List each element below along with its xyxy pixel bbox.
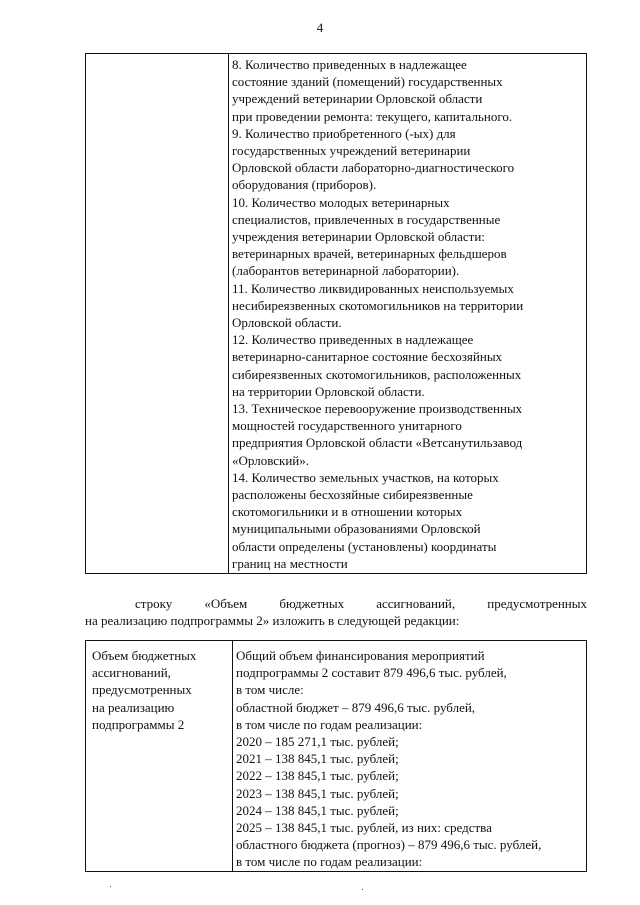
indicator-line: 12. Количество приведенных в надлежащее xyxy=(232,332,474,348)
indicator-line: учреждений ветеринарии Орловской области xyxy=(232,91,483,107)
label-line: подпрограммы 2 xyxy=(92,716,185,732)
indicator-line: оборудования (приборов). xyxy=(232,177,377,193)
indicator-line: при проведении ремонта: текущего, капитального. xyxy=(232,108,513,124)
indicator-line: области определены (установлены) координаты xyxy=(232,538,497,554)
table-row xyxy=(86,54,587,574)
budget-line: в том числе: xyxy=(236,682,304,698)
budget-line: 2020 – 185 271,1 тыс. рублей; xyxy=(236,734,399,750)
indicator-line: мощностей государственного унитарного xyxy=(232,418,462,434)
budget-content-cell xyxy=(233,641,587,872)
indicator-line: ветеринарных врачей, ветеринарных фельдшеров xyxy=(232,246,507,262)
budget-line: 2021 – 138 845,1 тыс. рублей; xyxy=(236,751,399,767)
indicator-line: Орловской области лабораторно-диагностического xyxy=(232,160,515,176)
scan-speck xyxy=(362,889,363,890)
indicator-line: предприятия Орловской области «Ветсанутильзавод xyxy=(232,435,523,451)
amendment-paragraph xyxy=(85,595,587,629)
label-line: на реализацию xyxy=(92,699,175,715)
indicator-line: специалистов, привлеченных в государственные xyxy=(232,211,501,227)
indicator-line: расположены бесхозяйные сибиреязвенные xyxy=(232,487,473,503)
paragraph-line: строку «Объем бюджетных ассигнований, предусмотренных xyxy=(135,596,587,611)
indicator-line: состояние зданий (помещений) государственных xyxy=(232,74,503,90)
indicator-line: несибиреязвенных скотомогильников на территории xyxy=(232,297,524,313)
label-line: Объем бюджетных xyxy=(92,648,197,663)
budget-line: в том числе по годам реализации: xyxy=(236,716,423,732)
indicator-line: сибиреязвенных скотомогильников, расположенных xyxy=(232,366,522,382)
indicator-line: 11. Количество ликвидированных неиспользуемых xyxy=(232,280,514,296)
indicator-line: государственных учреждений ветеринарии xyxy=(232,143,471,159)
indicator-line: «Орловский». xyxy=(232,452,310,468)
indicator-line: скотомогильники и в отношении которых xyxy=(232,504,463,520)
label-line: предусмотренных xyxy=(92,682,192,698)
budget-line: в том числе по годам реализации: xyxy=(236,854,423,870)
budget-line: подпрограммы 2 составит 879 496,6 тыс. рублей, xyxy=(236,665,507,681)
budget-allocation-table xyxy=(85,640,587,872)
indicators-cell xyxy=(229,54,587,574)
empty-label-cell xyxy=(86,54,229,574)
indicator-line: ветеринарно-санитарное состояние бесхозяйных xyxy=(232,349,503,365)
label-line: ассигнований, xyxy=(92,665,171,681)
indicators-table-fragment xyxy=(85,53,587,574)
budget-line: областного бюджета (прогноз) – 879 496,6 тыс. рублей, xyxy=(236,837,542,853)
indicator-line: 9. Количество приобретенного (-ых) для xyxy=(232,125,456,141)
budget-line: Общий объем финансирования мероприятий xyxy=(236,648,485,663)
indicator-line: 10. Количество молодых ветеринарных xyxy=(232,194,450,210)
page-number: 4 xyxy=(316,20,324,35)
indicator-line: 14. Количество земельных участков, на которых xyxy=(232,469,499,485)
budget-line: областной бюджет – 879 496,6 тыс. рублей, xyxy=(236,699,476,715)
indicator-line: на территории Орловской области. xyxy=(232,383,425,399)
indicator-line: муниципальными образованиями Орловской xyxy=(232,521,481,537)
budget-line: 2023 – 138 845,1 тыс. рублей; xyxy=(236,785,399,801)
scan-speck xyxy=(110,886,111,887)
budget-line: 2025 – 138 845,1 тыс. рублей, из них: средства xyxy=(236,820,492,836)
indicator-line: учреждения ветеринарии Орловской области: xyxy=(232,229,485,245)
indicator-line: (лаборантов ветеринарной лаборатории). xyxy=(232,263,460,279)
indicator-line: границ на местности xyxy=(232,555,348,571)
table-row xyxy=(86,641,587,872)
indicator-line: 13. Техническое перевооружение производственных xyxy=(232,401,523,417)
budget-line: 2022 – 138 845,1 тыс. рублей; xyxy=(236,768,399,784)
budget-line: 2024 – 138 845,1 тыс. рублей; xyxy=(236,802,399,818)
budget-label-cell xyxy=(86,641,233,872)
paragraph-line: на реализацию подпрограммы 2» изложить в следующей редакции: xyxy=(85,613,460,629)
indicator-line: Орловской области. xyxy=(232,315,342,331)
indicator-line: 8. Количество приведенных в надлежащее xyxy=(232,57,467,72)
